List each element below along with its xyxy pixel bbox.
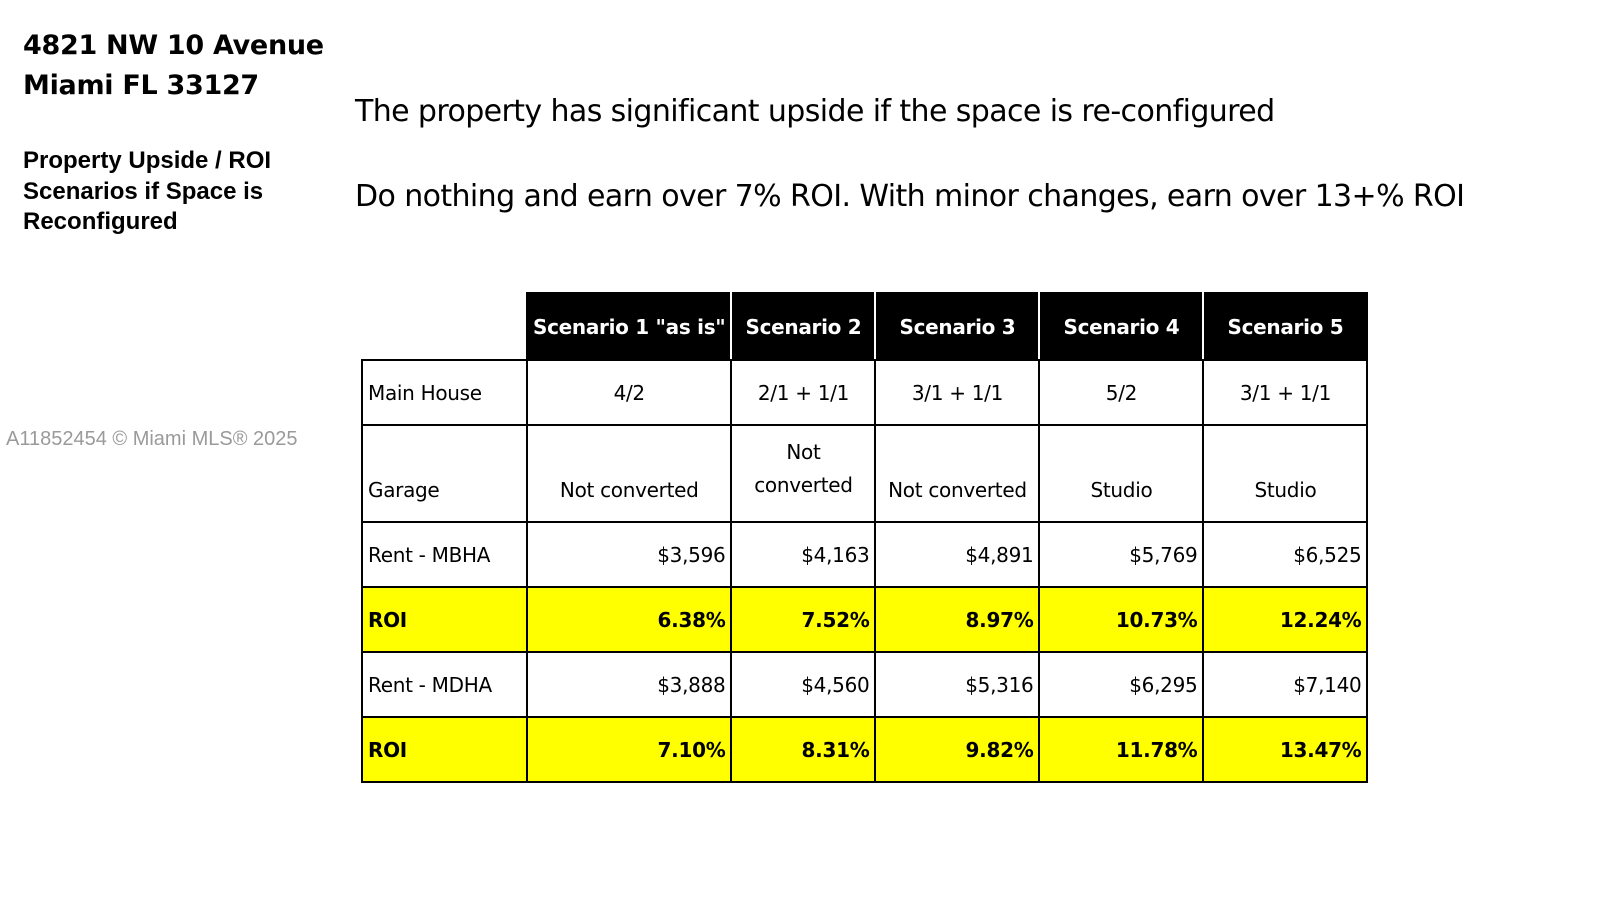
address-line-1: 4821 NW 10 Avenue xyxy=(23,30,324,61)
row-label: Rent - MBHA xyxy=(362,522,527,587)
table-cell: 6.38% xyxy=(527,587,731,652)
row-label: ROI xyxy=(362,717,527,782)
row-label: Rent - MDHA xyxy=(362,652,527,717)
table-cell: 4/2 xyxy=(527,360,731,425)
table-cell: 3/1 + 1/1 xyxy=(1203,360,1367,425)
header-scenario-3: Scenario 3 xyxy=(875,293,1039,360)
table-cell: 10.73% xyxy=(1039,587,1203,652)
header-scenario-4: Scenario 4 xyxy=(1039,293,1203,360)
table-cell: Not converted xyxy=(731,425,875,522)
address-line-2: Miami FL 33127 xyxy=(23,70,259,101)
header-scenario-1: Scenario 1 "as is" xyxy=(527,293,731,360)
table-row-roi-mbha xyxy=(362,587,1367,652)
scenario-table xyxy=(361,292,1368,783)
headline-upside: The property has significant upside if the space is re-configured xyxy=(355,94,1275,129)
table-cell: 2/1 + 1/1 xyxy=(731,360,875,425)
row-label: ROI xyxy=(362,587,527,652)
header-scenario-5: Scenario 5 xyxy=(1203,293,1367,360)
table-cell: $6,525 xyxy=(1203,522,1367,587)
table-cell: 12.24% xyxy=(1203,587,1367,652)
table-cell: $4,163 xyxy=(731,522,875,587)
table-row-rent-mdha xyxy=(362,652,1367,717)
table-cell: $4,891 xyxy=(875,522,1039,587)
subtitle-line-3: Reconfigured xyxy=(23,208,178,235)
table-cell: Studio xyxy=(1203,425,1367,522)
row-label: Garage xyxy=(362,425,527,522)
table-row-garage xyxy=(362,425,1367,522)
subtitle-line-1: Property Upside / ROI xyxy=(23,147,272,174)
table-cell: 9.82% xyxy=(875,717,1039,782)
table-row-main-house xyxy=(362,360,1367,425)
table-cell: $7,140 xyxy=(1203,652,1367,717)
table-row-roi-mdha xyxy=(362,717,1367,782)
mls-watermark: A11852454 © Miami MLS® 2025 xyxy=(6,428,298,450)
table-cell: 11.78% xyxy=(1039,717,1203,782)
header-scenario-2: Scenario 2 xyxy=(731,293,875,360)
table-cell: 8.31% xyxy=(731,717,875,782)
table-cell: $5,316 xyxy=(875,652,1039,717)
headline-roi-summary: Do nothing and earn over 7% ROI. With minor changes, earn over 13+% ROI xyxy=(355,179,1465,214)
table-cell: 8.97% xyxy=(875,587,1039,652)
table-cell: 3/1 + 1/1 xyxy=(875,360,1039,425)
table-cell: $3,888 xyxy=(527,652,731,717)
table-cell: Studio xyxy=(1039,425,1203,522)
row-label: Main House xyxy=(362,360,527,425)
table-cell: $6,295 xyxy=(1039,652,1203,717)
header-corner xyxy=(362,293,527,360)
table-cell: 5/2 xyxy=(1039,360,1203,425)
subtitle-line-2: Scenarios if Space is xyxy=(23,177,264,205)
property-address xyxy=(23,26,324,106)
table-header-row xyxy=(362,293,1367,360)
table-cell: 7.52% xyxy=(731,587,875,652)
table-cell: $5,769 xyxy=(1039,522,1203,587)
table-row-rent-mbha xyxy=(362,522,1367,587)
table-cell: Not converted xyxy=(527,425,731,522)
section-subtitle xyxy=(23,146,323,238)
table-cell: $3,596 xyxy=(527,522,731,587)
table-cell: Not converted xyxy=(875,425,1039,522)
table-cell: 13.47% xyxy=(1203,717,1367,782)
table-cell: 7.10% xyxy=(527,717,731,782)
table-cell: $4,560 xyxy=(731,652,875,717)
